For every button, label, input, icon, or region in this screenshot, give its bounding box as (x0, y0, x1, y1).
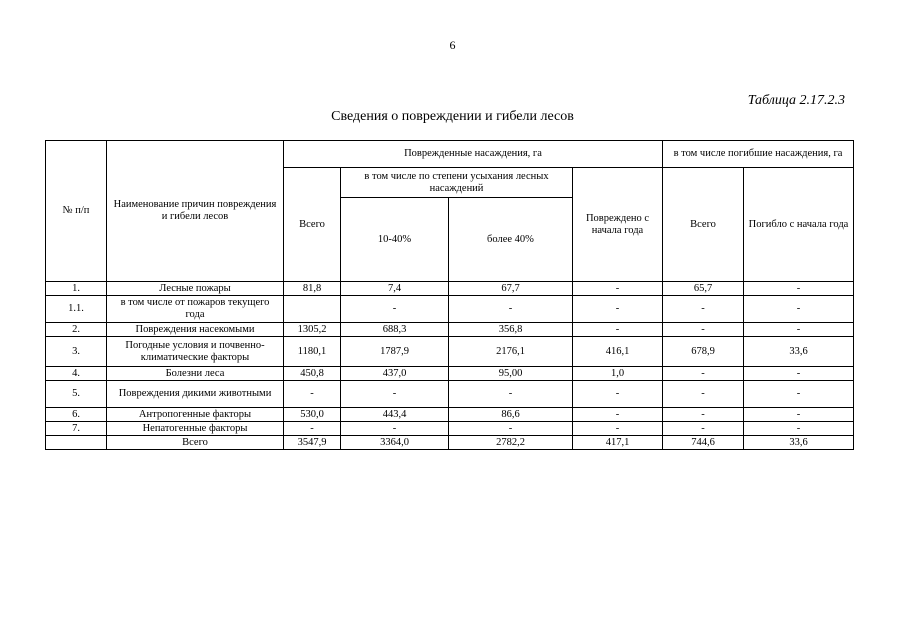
row-num: 1.1. (46, 296, 107, 323)
row-name: Повреждения дикими животными (107, 381, 284, 408)
row-name: Повреждения насекомыми (107, 323, 284, 337)
row-damaged-since-start: - (573, 282, 663, 296)
header-damaged-group: Поврежденные насаждения, га (284, 141, 663, 168)
row-dead-since-start: - (744, 381, 854, 408)
row-num: 7. (46, 422, 107, 436)
row-total: - (284, 381, 341, 408)
row-degree-10-40: 443,4 (341, 408, 449, 422)
row-degree-10-40: - (341, 296, 449, 323)
totals-label: Всего (107, 436, 284, 450)
row-dead-since-start: - (744, 296, 854, 323)
row-num: 2. (46, 323, 107, 337)
table-row (46, 323, 854, 337)
header-dead-group: в том числе погибшие насаждения, га (663, 141, 854, 168)
row-name: Болезни леса (107, 367, 284, 381)
row-num: 1. (46, 282, 107, 296)
row-dead-total: - (663, 408, 744, 422)
header-degree-10-40: 10-40% (341, 198, 449, 282)
damage-table (45, 140, 854, 450)
row-dead-total: 65,7 (663, 282, 744, 296)
row-dead-since-start: - (744, 367, 854, 381)
header-degree-over-40: более 40% (449, 198, 573, 282)
row-degree-10-40: 1787,9 (341, 337, 449, 367)
row-total: 1305,2 (284, 323, 341, 337)
row-dead-since-start: - (744, 323, 854, 337)
row-name: Непатогенные факторы (107, 422, 284, 436)
row-total: 1180,1 (284, 337, 341, 367)
totals-row (46, 436, 854, 450)
row-damaged-since-start: - (573, 323, 663, 337)
header-damaged-total: Всего (284, 168, 341, 282)
row-name: в том числе от пожаров текущего года (107, 296, 284, 323)
row-num: 5. (46, 381, 107, 408)
row-damaged-since-start: - (573, 422, 663, 436)
row-dead-total: - (663, 323, 744, 337)
header-dead-total: Всего (663, 168, 744, 282)
row-degree-over-40: 95,00 (449, 367, 573, 381)
row-damaged-since-start: - (573, 381, 663, 408)
row-dead-total: 678,9 (663, 337, 744, 367)
row-dead-since-start: 33,6 (744, 337, 854, 367)
row-dead-total: - (663, 381, 744, 408)
table-label: Таблица 2.17.2.3 (747, 93, 845, 108)
row-total: 450,8 (284, 367, 341, 381)
table-row (46, 381, 854, 408)
row-degree-over-40: 2176,1 (449, 337, 573, 367)
totals-dead-total: 744,6 (663, 436, 744, 450)
row-dead-total: - (663, 422, 744, 436)
page-number: 6 (449, 38, 456, 52)
row-degree-10-40: - (341, 422, 449, 436)
row-damaged-since-start: - (573, 296, 663, 323)
row-name: Погодные условия и почвенно-климатические факторы (107, 337, 284, 367)
row-degree-over-40: 67,7 (449, 282, 573, 296)
totals-dead-since-start: 33,6 (744, 436, 854, 450)
totals-total: 3547,9 (284, 436, 341, 450)
row-total: 530,0 (284, 408, 341, 422)
row-damaged-since-start: 416,1 (573, 337, 663, 367)
row-total: - (284, 422, 341, 436)
row-degree-10-40: 437,0 (341, 367, 449, 381)
table-row (46, 367, 854, 381)
totals-damaged-since-start: 417,1 (573, 436, 663, 450)
header-degree-group: в том числе по степени усыхания лесных насаждений (341, 168, 573, 198)
header-num: № п/п (46, 141, 107, 282)
totals-degree-over-40: 2782,2 (449, 436, 573, 450)
row-num: 4. (46, 367, 107, 381)
header-damaged-since-start: Повреждено с начала года (573, 168, 663, 282)
document-title: Сведения о повреждении и гибели лесов (331, 109, 574, 124)
totals-num (46, 436, 107, 450)
header-dead-since-start: Погибло с начала года (744, 168, 854, 282)
row-total: 81,8 (284, 282, 341, 296)
totals-degree-10-40: 3364,0 (341, 436, 449, 450)
row-dead-since-start: - (744, 282, 854, 296)
row-degree-10-40: - (341, 381, 449, 408)
row-name: Антропогенные факторы (107, 408, 284, 422)
table-row (46, 422, 854, 436)
row-degree-over-40: 356,8 (449, 323, 573, 337)
table-row (46, 282, 854, 296)
row-degree-over-40: - (449, 381, 573, 408)
header-row-1 (46, 141, 854, 168)
row-degree-10-40: 688,3 (341, 323, 449, 337)
row-damaged-since-start: - (573, 408, 663, 422)
row-num: 6. (46, 408, 107, 422)
row-dead-total: - (663, 367, 744, 381)
row-total (284, 296, 341, 323)
row-degree-over-40: 86,6 (449, 408, 573, 422)
row-damaged-since-start: 1,0 (573, 367, 663, 381)
row-degree-10-40: 7,4 (341, 282, 449, 296)
row-dead-since-start: - (744, 408, 854, 422)
row-dead-total: - (663, 296, 744, 323)
row-num: 3. (46, 337, 107, 367)
table-row (46, 337, 854, 367)
row-dead-since-start: - (744, 422, 854, 436)
table-row (46, 296, 854, 323)
row-name: Лесные пожары (107, 282, 284, 296)
header-name: Наименование причин повреждения и гибели лесов (107, 141, 284, 282)
row-degree-over-40: - (449, 422, 573, 436)
row-degree-over-40: - (449, 296, 573, 323)
table-row (46, 408, 854, 422)
